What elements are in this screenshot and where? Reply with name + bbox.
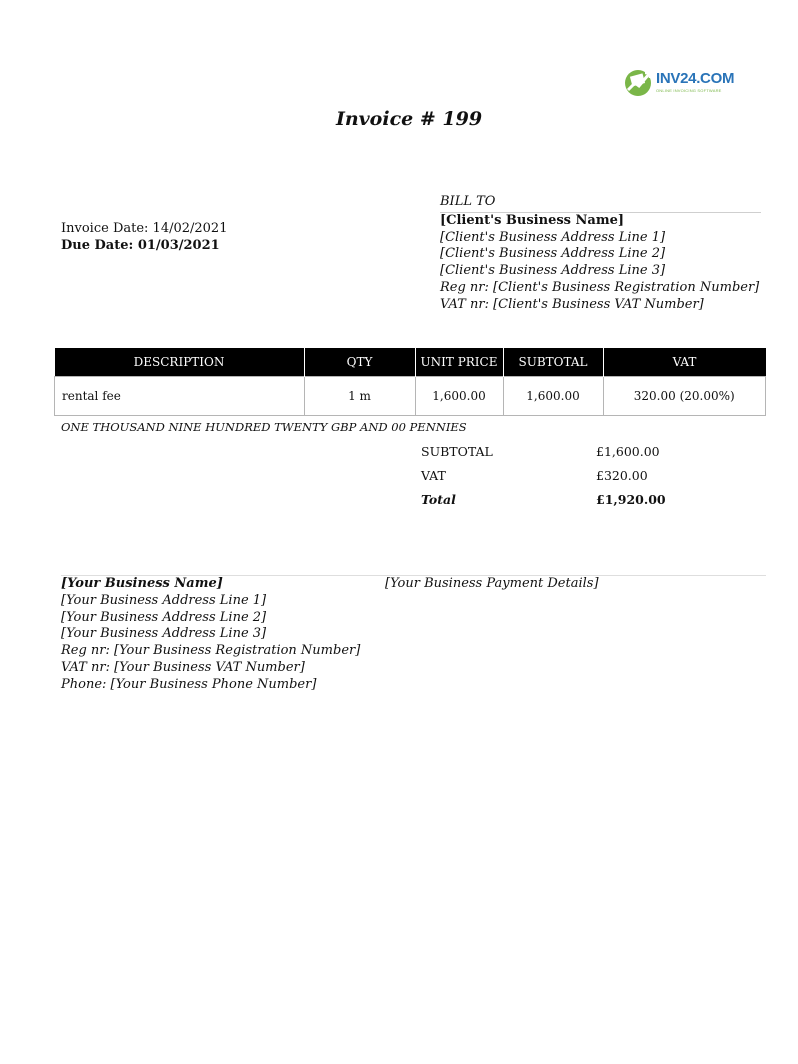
vat-label: VAT [421, 468, 446, 483]
item-vat: 320.00 (20.00%) [603, 377, 766, 416]
bill-to-block [440, 194, 761, 314]
logo-circle-icon [622, 66, 654, 98]
total-row [421, 491, 681, 515]
totals-block [421, 443, 681, 515]
business-block [61, 576, 360, 694]
invoice-title: Invoice # 199 [335, 108, 483, 130]
invoice-date: Invoice Date: 14/02/2021 [61, 221, 228, 236]
bill-to-label: BILL TO [440, 194, 761, 213]
subtotal-row [421, 443, 681, 467]
item-subtotal: 1,600.00 [503, 377, 603, 416]
table-header-row [55, 348, 766, 377]
table-row [55, 377, 766, 416]
subtotal-value: £1,600.00 [596, 444, 660, 459]
client-address-line-1: [Client's Business Address Line 1] [440, 229, 666, 245]
total-value: £1,920.00 [596, 492, 666, 507]
due-date: Due Date: 01/03/2021 [61, 238, 220, 253]
business-vat-number: VAT nr: [Your Business VAT Number] [61, 659, 305, 675]
business-reg-number: Reg nr: [Your Business Registration Number] [61, 643, 361, 659]
amount-in-words: ONE THOUSAND NINE HUNDRED TWENTY GBP AND 00 PENNIES [61, 420, 467, 434]
header-unit-price: UNIT PRICE [415, 348, 503, 377]
business-address-line-3: [Your Business Address Line 3] [61, 626, 267, 642]
business-name: [Your Business Name] [61, 576, 223, 591]
header-vat: VAT [603, 348, 766, 377]
logo-text: INV24.COM [656, 70, 735, 87]
company-logo [622, 66, 735, 100]
total-label: Total [421, 492, 456, 507]
vat-value: £320.00 [596, 468, 648, 483]
business-address-line-2: [Your Business Address Line 2] [61, 609, 267, 625]
header-description: DESCRIPTION [55, 348, 305, 377]
client-address-line-3: [Client's Business Address Line 3] [440, 263, 666, 279]
invoice-dates [61, 220, 227, 254]
payment-details: [Your Business Payment Details] [385, 576, 599, 591]
client-reg-number: Reg nr: [Client's Business Registration Number] [440, 279, 760, 295]
header-subtotal: SUBTOTAL [503, 348, 603, 377]
client-name: [Client's Business Name] [440, 212, 624, 228]
subtotal-label: SUBTOTAL [421, 444, 493, 459]
item-description: rental fee [55, 377, 305, 416]
items-table [54, 348, 766, 416]
item-unit-price: 1,600.00 [415, 377, 503, 416]
vat-row [421, 467, 681, 491]
client-address-line-2: [Client's Business Address Line 2] [440, 246, 666, 262]
client-vat-number: VAT nr: [Client's Business VAT Number] [440, 296, 704, 312]
header-qty: QTY [304, 348, 415, 377]
business-phone: Phone: [Your Business Phone Number] [61, 676, 317, 692]
item-qty: 1 m [304, 377, 415, 416]
business-address-line-1: [Your Business Address Line 1] [61, 592, 267, 608]
logo-tagline: ONLINE INVOICING SOFTWARE [656, 88, 722, 93]
